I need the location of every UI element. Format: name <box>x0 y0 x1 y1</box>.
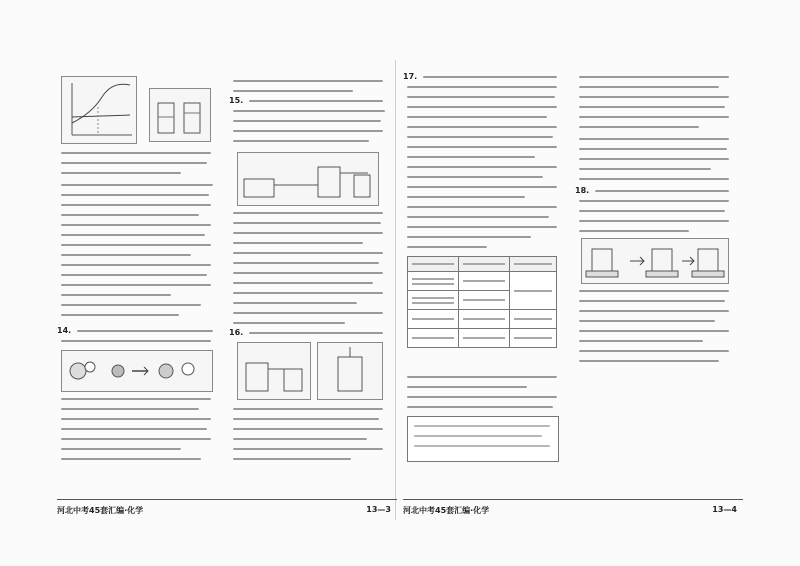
question-14-number: 14. <box>57 326 72 335</box>
left-page-column-2 <box>229 58 389 468</box>
table-cell-text <box>412 263 454 265</box>
text-line <box>407 96 555 98</box>
text-line <box>407 146 557 148</box>
table-cell-text <box>463 318 505 320</box>
table-cell-text <box>514 263 552 265</box>
text-line <box>595 190 729 192</box>
text-line <box>579 320 715 322</box>
text-line <box>579 310 729 312</box>
text-line <box>407 206 557 208</box>
text-line <box>61 398 211 400</box>
text-line <box>233 292 383 294</box>
text-line <box>233 212 383 214</box>
text-line <box>407 136 553 138</box>
text-line <box>407 186 557 188</box>
text-line <box>61 438 211 440</box>
text-line <box>407 86 557 88</box>
table-cell-text <box>463 299 505 301</box>
text-line <box>407 396 557 398</box>
left-page <box>57 58 397 520</box>
text-line <box>579 138 729 140</box>
apparatus-figure-16-2 <box>317 342 383 400</box>
table-cell-text <box>463 337 505 339</box>
text-line <box>233 302 357 304</box>
text-line <box>249 332 383 334</box>
table-cell-text <box>412 302 454 304</box>
balance-figure <box>581 238 729 284</box>
text-line <box>579 76 729 78</box>
text-line <box>61 264 211 266</box>
text-line <box>579 300 725 302</box>
text-line <box>61 244 211 246</box>
table-cell-text <box>412 337 454 339</box>
text-line <box>233 418 379 420</box>
left-page-column-1 <box>57 58 217 468</box>
figure-2-beakers <box>149 88 211 142</box>
apparatus-graphic-16-1 <box>238 343 310 399</box>
text-line <box>61 448 181 450</box>
text-line <box>579 106 725 108</box>
text-line <box>579 158 729 160</box>
text-line <box>61 224 211 226</box>
right-footer-title: 河北中考45套汇编·化学 <box>403 506 490 515</box>
text-line <box>579 340 703 342</box>
solubility-curve-graphic <box>62 77 136 143</box>
table-cell-text <box>412 283 454 285</box>
text-line <box>579 350 729 352</box>
text-line <box>233 438 367 440</box>
table-cell-text <box>514 318 552 320</box>
text-line <box>579 148 727 150</box>
text-line <box>407 126 557 128</box>
text-line <box>233 458 351 460</box>
text-line <box>233 408 383 410</box>
text-line <box>233 120 381 122</box>
text-line <box>61 274 207 276</box>
text-line <box>77 330 213 332</box>
text-line <box>233 242 363 244</box>
text-line <box>233 222 381 224</box>
text-line <box>579 96 729 98</box>
text-line <box>407 406 553 408</box>
text-line <box>61 294 171 296</box>
table-cell-text <box>412 278 454 280</box>
text-line <box>579 116 729 118</box>
apparatus-graphic-1 <box>238 153 378 205</box>
text-line <box>407 246 487 248</box>
left-footer-title: 河北中考45套汇编·化学 <box>57 506 144 515</box>
text-line <box>61 152 211 154</box>
text-line <box>407 196 525 198</box>
right-footer-page-number: 13—4 <box>712 505 737 514</box>
text-line <box>407 156 535 158</box>
text-line <box>579 230 689 232</box>
text-line <box>579 200 729 202</box>
text-line <box>61 304 201 306</box>
question-15-number: 15. <box>229 96 244 105</box>
text-line <box>407 216 549 218</box>
text-line <box>233 428 383 430</box>
molecular-model-figure <box>61 350 213 392</box>
text-line <box>233 272 383 274</box>
right-page-column-2 <box>575 58 735 468</box>
text-line <box>233 140 369 142</box>
text-line <box>579 360 719 362</box>
text-line <box>233 262 379 264</box>
table-cell-text <box>514 337 552 339</box>
table-cell-text <box>412 297 454 299</box>
text-line <box>414 425 550 427</box>
experiment-table <box>407 256 557 348</box>
text-line <box>233 448 383 450</box>
text-line <box>579 86 719 88</box>
left-page-footer <box>57 499 397 520</box>
left-footer-page-number: 13—3 <box>366 505 391 514</box>
text-line <box>233 252 383 254</box>
text-line <box>61 162 207 164</box>
answer-box <box>407 416 559 462</box>
text-line <box>579 126 699 128</box>
text-line <box>579 290 729 292</box>
text-line <box>61 408 199 410</box>
table-cell-text <box>463 280 505 282</box>
text-line <box>407 376 557 378</box>
text-line <box>249 100 383 102</box>
text-line <box>579 168 711 170</box>
text-line <box>61 428 207 430</box>
molecule-graphic <box>62 351 212 391</box>
text-line <box>61 284 211 286</box>
right-page-footer <box>403 499 743 520</box>
text-line <box>233 232 383 234</box>
text-line <box>61 418 211 420</box>
question-18-number: 18. <box>575 186 590 195</box>
text-line <box>233 130 383 132</box>
text-line <box>579 220 729 222</box>
text-line <box>233 282 373 284</box>
text-line <box>233 80 383 82</box>
table-cell-text <box>463 263 505 265</box>
apparatus-graphic-16-2 <box>318 343 382 399</box>
text-line <box>61 184 213 186</box>
text-line <box>579 330 729 332</box>
text-line <box>579 178 729 180</box>
beaker-graphic <box>150 89 210 141</box>
text-line <box>414 445 550 447</box>
right-page <box>403 58 743 520</box>
text-line <box>414 435 542 437</box>
text-line <box>61 204 211 206</box>
text-line <box>423 76 557 78</box>
text-line <box>407 106 557 108</box>
text-line <box>61 314 179 316</box>
text-line <box>233 322 345 324</box>
apparatus-figure-1 <box>237 152 379 206</box>
right-page-column-1 <box>403 58 563 468</box>
question-16-number: 16. <box>229 328 244 337</box>
text-line <box>61 340 211 342</box>
text-line <box>61 234 205 236</box>
solubility-curve-figure <box>61 76 137 144</box>
text-line <box>61 254 191 256</box>
text-line <box>579 210 725 212</box>
text-line <box>233 110 385 112</box>
text-line <box>407 176 543 178</box>
text-line <box>407 386 527 388</box>
text-line <box>233 312 383 314</box>
apparatus-figure-16-1 <box>237 342 311 400</box>
balance-graphic <box>582 239 728 283</box>
question-17-number: 17. <box>403 72 418 81</box>
text-line <box>61 214 199 216</box>
text-line <box>61 172 181 174</box>
text-line <box>61 194 209 196</box>
text-line <box>407 226 557 228</box>
text-line <box>233 90 353 92</box>
text-line <box>407 236 531 238</box>
table-cell-text <box>514 290 552 292</box>
text-line <box>407 116 547 118</box>
text-line <box>407 166 557 168</box>
table-cell-text <box>412 318 454 320</box>
text-line <box>61 458 201 460</box>
